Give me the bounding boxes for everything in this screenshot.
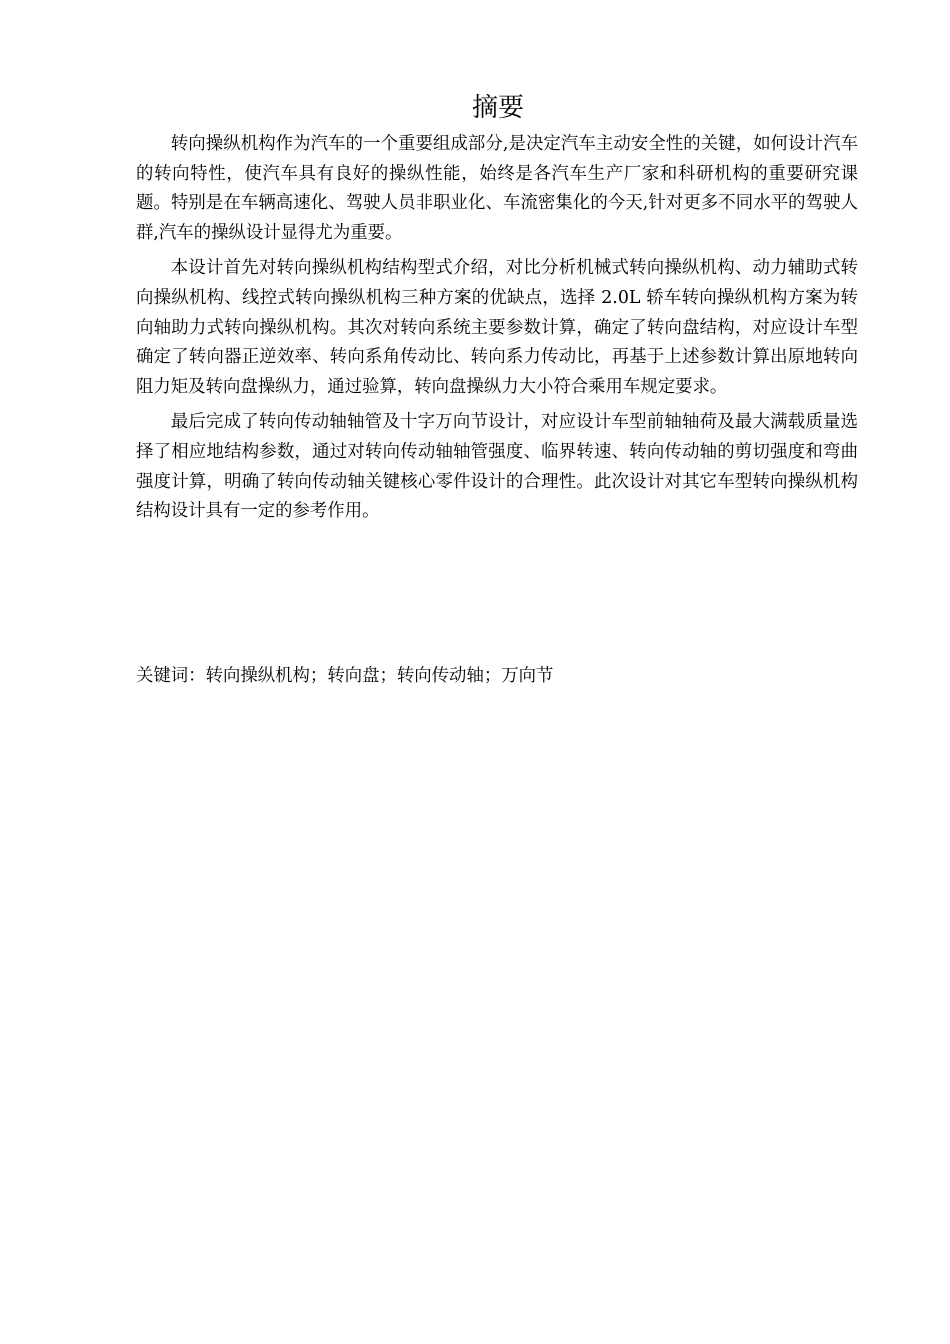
abstract-paragraph-1: 转向操纵机构作为汽车的一个重要组成部分,是决定汽车主动安全性的关键，如何设计汽车的转向特性，使汽车具有良好的操纵性能，始终是各汽车生产厂家和科研机构的重要研究课题。特别是在车辆高速化、驾驶人员非职业化、车流密集化的今天,针对更多不同水平的驾驶人群,汽车的操纵设计显得尤为重要。 <box>136 134 858 243</box>
keywords-line <box>136 662 858 691</box>
abstract-body <box>136 130 858 533</box>
keywords-text: 转向操纵机构；转向盘；转向传动轴；万向节 <box>205 666 554 686</box>
abstract-title: 摘要 <box>471 93 524 123</box>
abstract-paragraph-2: 本设计首先对转向操纵机构结构型式介绍，对比分析机械式转向操纵机构、动力辅助式转向操纵机构、线控式转向操纵机构三种方案的优缺点，选择 2.0L 轿车转向操纵机构方案为转向轴助力式转向操纵机构。其次对转向系统主要参数计算，确定了转向盘结构，对应设计车型确定了转向器正逆效率、转向系角传动比、转向系力传动比，再基于上述参数计算出原地转向阻力矩及转向盘操纵力，通过验算，转向盘操纵力大小符合乘用车规定要求。 <box>136 258 858 397</box>
keywords-label: 关键词： <box>136 666 206 686</box>
abstract-paragraph-3: 最后完成了转向传动轴轴管及十字万向节设计，对应设计车型前轴轴荷及最大满载质量选择了相应地结构参数，通过对转向传动轴轴管强度、临界转速、转向传动轴的剪切强度和弯曲强度计算，明确了转向传动轴关键核心零件设计的合理性。此次设计对其它车型转向操纵机构结构设计具有一定的参考作用。 <box>136 412 858 522</box>
